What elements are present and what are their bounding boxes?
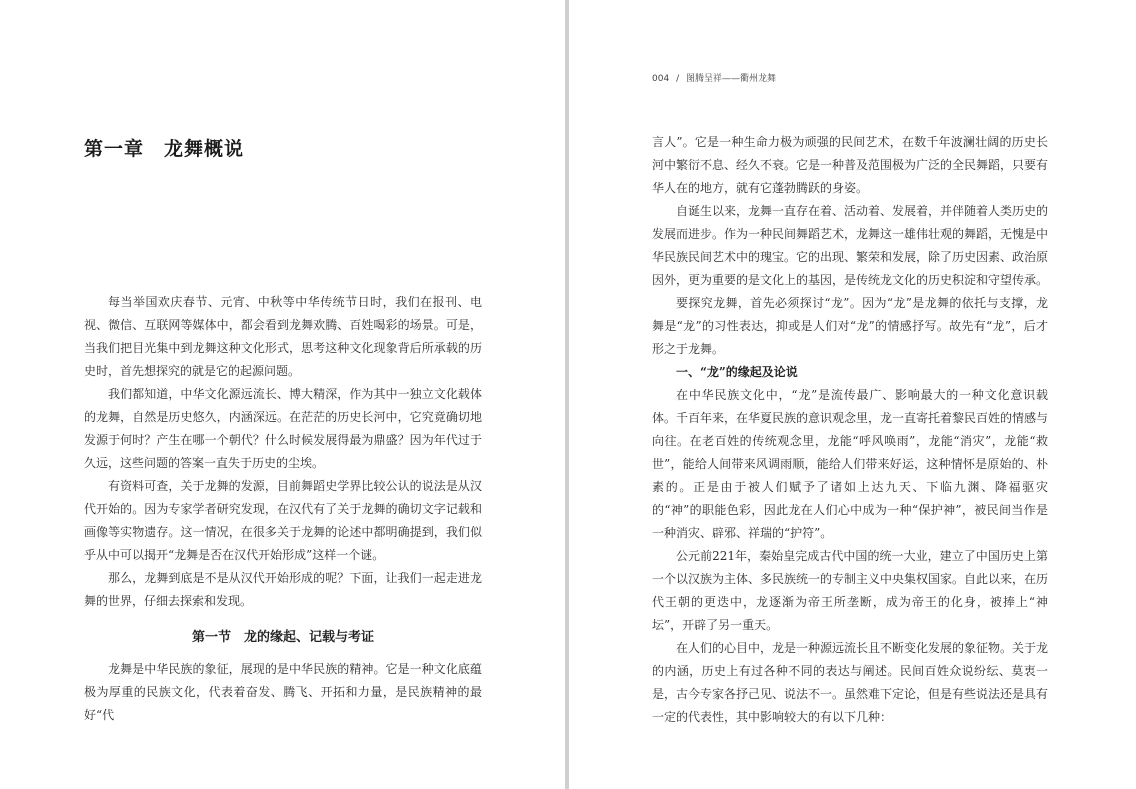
running-header [652,71,780,84]
section-text-block [84,658,482,727]
body-paragraph: 要探究龙舞，首先必须探讨“龙”。因为“龙”是龙舞的依托与支撑，龙舞是“龙”的习性表达，抑或是人们对“龙”的情感抒写。故先有“龙”，后才形之于龙舞。 [652,296,1048,356]
intro-paragraph: 有资料可查，关于龙舞的发源，目前舞蹈史学界比较公认的说法是从汉代开始的。因为专家学者研究发现，在汉代有了关于龙舞的确切文字记载和画像等实物遗存。这一情况，在很多关于龙舞的论述中都明确提到，我们似乎从中可以揭开“龙舞是否在汉代开始形成”这样一个谜。 [84,479,482,562]
section-paragraph: 龙舞是中华民族的象征，展现的是中华民族的精神。它是一种文化底蕴极为厚重的民族文化，代表着奋发、腾飞、开拓和力量，是民族精神的最好“代 [84,662,482,722]
header-separator: / [676,74,680,84]
intro-paragraph: 那么，龙舞到底是不是从汉代开始形成的呢？下面，让我们一起走进龙舞的世界，仔细去探索和发现。 [84,571,482,608]
body-paragraph: 公元前221年，秦始皇完成古代中国的统一大业，建立了中国历史上第一个以汉族为主体、多民族统一的专制主义中央集权国家。自此以来，在历代王朝的更迭中，龙逐渐为帝王所垄断，成为帝王的化身，被捧上“神坛”，开辟了另一重天。 [652,549,1049,632]
intro-paragraph: 我们都知道，中华文化源远流长、博大精深，作为其中一独立文化载体的龙舞，自然是历史悠久，内涵深远。在茫茫的历史长河中，它究竟确切地发源于何时？产生在哪一个朝代？什么时候发展得最为鼎盛？因为年代过于久远，这些问题的答案一直失于历史的尘埃。 [84,387,482,470]
continued-paragraph: 言人”。它是一种生命力极为顽强的民间艺术，在数千年波澜壮阔的历史长河中繁衍不息、经久不衰。它是一种普及范围极为广泛的全民舞蹈，只要有华人在的地方，就有它蓬勃腾跃的身姿。 [652,135,1049,195]
intro-paragraph: 每当举国欢庆春节、元宵、中秋等中华传统节日时，我们在报刊、电视、微信、互联网等媒体中，都会看到龙舞欢腾、百姓喝彩的场景。可是，当我们把目光集中到龙舞这种文化形式，思考这种文化现象背后所承载的历史时，首先想探究的就是它的起源问题。 [84,295,482,378]
left-page [0,0,566,789]
body-paragraph: 在人们的心目中，龙是一种源远流长且不断变化发展的象征物。关于龙的内涵，历史上有过各种不同的表达与阐述。民间百姓众说纷纭、莫衷一是，古今专家各抒己见、说法不一。虽然难下定论，但是有些说法还是具有一定的代表性，其中影响较大的有以下几种： [652,641,1049,724]
section-heading: 第一节 龙的缘起、记载与考证 [191,630,374,645]
right-text-block [652,131,1048,729]
sub-heading: 一、“龙”的缘起及论说 [676,365,798,379]
body-paragraph: 自诞生以来，龙舞一直存在着、活动着、发展着，并伴随着人类历史的发展而进步。作为一种民间舞蹈艺术，龙舞这一雄伟壮观的舞蹈，无愧是中华民族民间艺术中的瑰宝。它的出现、繁荣和发展，除了历史因素、政治原因外，更为重要的是文化上的基因，是传统龙文化的历史积淀和守望传承。 [652,204,1049,287]
body-paragraph: 在中华民族文化中，“龙”是流传最广、影响最大的一种文化意识载体。千百年来，在华夏民族的意识观念里，龙一直寄托着黎民百姓的情感与向往。在老百姓的传统观念里，龙能“呼风唤雨”，龙能“消灾”，龙能“救世”，能给人间带来风调雨顺，能给人们带来好运，这种情怀是原始的、朴素的。正是由于被人们赋予了诸如上达九天、下临九渊、降福驱灾的“神”的职能色彩，因此龙在人们心中成为一种“保护神”，被民间当作是一种消灾、辟邪、祥瑞的“护符”。 [652,388,1049,540]
book-title: 图腾呈祥——衢州龙舞 [685,74,776,84]
right-page [569,0,1136,789]
intro-text-block [84,291,482,613]
page-number: 004 [652,74,670,84]
chapter-title: 第一章 龙舞概说 [84,138,245,160]
